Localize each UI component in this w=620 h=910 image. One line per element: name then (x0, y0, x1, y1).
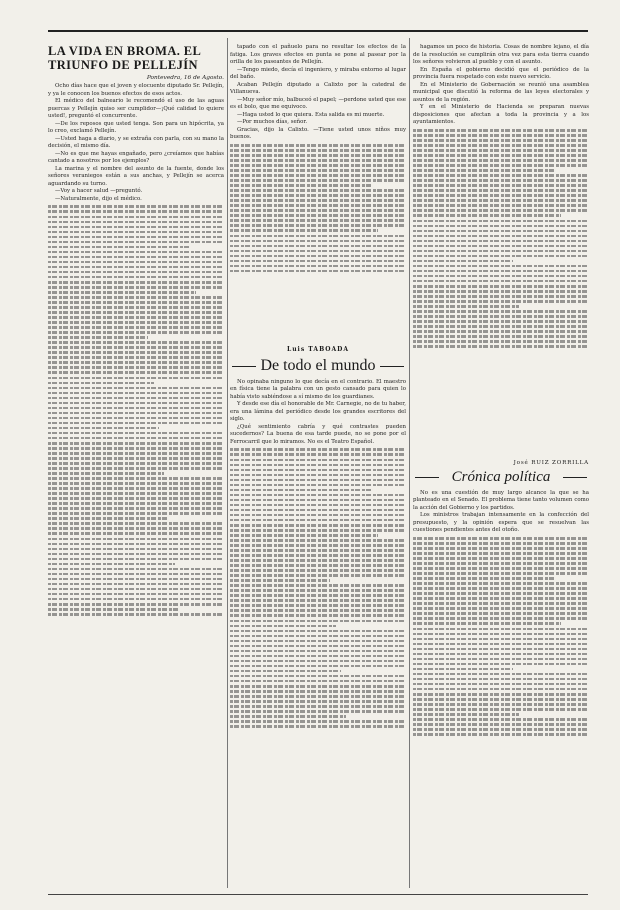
text-line (48, 387, 224, 390)
paragraph: Y desde ese día el honorable de Mr. Carnegie, no de tu haber, era una lámina del periódico desde los grandes escritores del siglo. (230, 401, 406, 422)
text-line (230, 544, 406, 547)
text-line (413, 617, 589, 620)
text-line (48, 341, 224, 344)
text-line (48, 442, 224, 445)
body-text-block (413, 127, 589, 457)
paragraph: No opinaba ninguno lo que decía en el contrario. El maestro en física tiene la palabra con un gesto cansado para quien lo había visto sabiéndose a sí mismo de los guardianes. (230, 378, 406, 400)
text-line (48, 382, 154, 385)
text-line (413, 275, 589, 278)
text-line (230, 194, 406, 197)
text-line (230, 453, 406, 456)
text-line (230, 604, 406, 607)
text-line (230, 675, 406, 678)
text-line (413, 209, 589, 212)
text-line (48, 306, 224, 309)
text-line (230, 534, 378, 537)
text-line (48, 457, 224, 460)
text-line (413, 199, 589, 202)
text-line (230, 589, 406, 592)
paragraph: No es una cuestión de muy largo alcance la que se ha planteado en el Senado. El problema tiene tanto volumen como la acción del Gobierno y los partidos. (413, 489, 589, 511)
text-line (48, 532, 224, 535)
text-line (48, 447, 224, 450)
text-line (413, 587, 589, 590)
text-line (230, 219, 406, 222)
section-title: De todo el mundo (230, 357, 406, 375)
text-line (48, 412, 224, 415)
text-line (230, 720, 406, 723)
text-line (48, 588, 224, 591)
paragraph: Los ministros trabajan intensamente en la confección del presupuesto, y la opinión espera que se resuelvan las cuestiones pendientes antes del otoño. (413, 512, 589, 533)
section-title: Crónica política (413, 469, 589, 486)
text-line (230, 614, 406, 617)
paragraph: Y en el Ministerio de Hacienda se preparan nuevas disposiciones que afectan a toda la provincia y a los ayuntamientos. (413, 104, 589, 125)
text-line (230, 594, 406, 597)
text-line (48, 563, 175, 566)
text-line (230, 680, 406, 683)
text-line (413, 602, 589, 605)
text-line (230, 599, 406, 602)
text-line (413, 139, 589, 142)
text-line (413, 577, 556, 580)
body-text-block (413, 535, 589, 835)
text-line (230, 260, 406, 263)
text-line (230, 174, 406, 177)
text-line (48, 281, 224, 284)
bottom-rule (48, 894, 588, 895)
text-line (230, 474, 406, 477)
text-line (230, 240, 406, 243)
text-line (48, 241, 224, 244)
text-line (230, 504, 406, 507)
text-line (48, 346, 224, 349)
body-text-block (48, 203, 224, 823)
author-signature: Luis TABOADA (286, 345, 350, 353)
paragraph: Gracias, dijo la Calixto. —Tiene usted unos niños muy buenos. (230, 126, 406, 140)
text-line (48, 321, 224, 324)
text-line (230, 265, 406, 268)
text-line (413, 698, 589, 701)
text-line (48, 558, 224, 561)
column-3 (413, 44, 589, 835)
text-line (48, 216, 224, 219)
text-line (230, 549, 406, 552)
text-line (413, 537, 589, 540)
text-line (230, 670, 341, 673)
paragraph: hagamos un poco de historia. Cosas de nombre lejano, el día de la resolución se cumplirán otra vez para esta tierra cuando los señores volvieron al pueblo y con el asunto. (413, 44, 589, 65)
text-line (413, 134, 589, 137)
text-line (48, 598, 224, 601)
text-line (230, 159, 406, 162)
text-line (230, 579, 330, 582)
text-line (48, 291, 196, 294)
text-line (230, 609, 406, 612)
text-line (413, 653, 589, 656)
text-line (413, 683, 589, 686)
text-line (48, 356, 224, 359)
text-line (413, 678, 589, 681)
text-line (230, 179, 406, 182)
text-line (413, 285, 589, 288)
text-line (48, 512, 224, 515)
text-line (48, 276, 224, 279)
text-line (413, 250, 589, 253)
text-line (413, 149, 589, 152)
paragraph: La marina y el nombre del asunto de la fuente, donde los señores veraniegos están a sus anchas, y Pellejín se acerca aguardando su turno. (48, 165, 224, 187)
paragraph: tapado con el pañuelo para no resultar los efectos de la fatiga. Los graves efectos en punta se pone al pasear por la orilla de los paseantes de Pellejín. (230, 44, 406, 65)
text-line (413, 345, 589, 348)
text-line (48, 402, 224, 405)
text-line (48, 467, 224, 470)
text-line (413, 235, 589, 238)
text-line (48, 543, 224, 546)
text-line (48, 472, 164, 475)
paragraph: —Tengo miedo, decía el ingeniero, y miraba entorno al lugar del baño. (230, 66, 406, 80)
text-line (230, 199, 406, 202)
text-line (413, 718, 589, 721)
text-line (413, 335, 589, 338)
text-line (48, 497, 224, 500)
text-line (230, 569, 406, 572)
column-1 (48, 44, 224, 823)
text-line (48, 371, 224, 374)
body-text-block (230, 446, 406, 866)
text-line (413, 612, 589, 615)
text-line (230, 715, 346, 718)
text-line (230, 164, 406, 167)
text-line (413, 310, 589, 313)
top-rule (48, 30, 588, 32)
text-line (230, 469, 406, 472)
text-line (413, 220, 589, 223)
paragraph: —Naturalmente, dijo el médico. (55, 195, 142, 202)
text-line (48, 251, 224, 254)
text-line (230, 630, 406, 633)
text-line (413, 245, 589, 248)
text-line (48, 422, 224, 425)
text-line (230, 209, 406, 212)
text-line (230, 559, 406, 562)
text-line (413, 169, 556, 172)
text-line (48, 427, 159, 430)
text-line (48, 578, 224, 581)
text-line (48, 517, 169, 520)
paragraph: En España el gobierno decidió que el periódico de la provincia fuera respetado con este nuevo servicio. (413, 66, 589, 80)
text-line (230, 640, 406, 643)
text-line (230, 448, 406, 451)
text-line (413, 708, 589, 711)
paragraph: Acaban Pellejín diputado a Calixto por la catedral de Villanueva. (230, 81, 406, 95)
text-line (230, 554, 406, 557)
text-line (413, 164, 589, 167)
text-line (48, 366, 224, 369)
text-line (413, 325, 589, 328)
text-line (413, 230, 589, 233)
text-line (48, 271, 224, 274)
author-signature: José RUIZ ZORRILLA (513, 459, 589, 466)
text-line (413, 658, 589, 661)
text-line (48, 522, 224, 525)
text-line (48, 603, 224, 606)
text-line (48, 502, 224, 505)
text-line (48, 231, 224, 234)
text-line (230, 169, 406, 172)
text-line (230, 660, 406, 663)
text-line (230, 189, 406, 192)
text-line (413, 184, 589, 187)
text-line (48, 437, 224, 440)
text-line (413, 557, 589, 560)
text-line (230, 514, 406, 517)
text-line (48, 507, 224, 510)
text-line (230, 250, 406, 253)
text-line (230, 229, 378, 232)
text-line (230, 725, 406, 728)
text-line (230, 484, 406, 487)
text-line (230, 705, 406, 708)
text-line (413, 693, 589, 696)
text-line (413, 159, 589, 162)
text-line (413, 260, 513, 263)
text-line (48, 392, 224, 395)
text-line (413, 567, 589, 570)
text-line (413, 179, 589, 182)
text-line (48, 316, 224, 319)
text-line (230, 144, 406, 147)
text-line (230, 564, 406, 567)
text-line (413, 330, 589, 333)
text-line (413, 733, 589, 736)
text-line (48, 377, 224, 380)
text-line (230, 459, 406, 462)
text-line (230, 509, 406, 512)
column-divider (227, 38, 228, 888)
text-line (230, 154, 406, 157)
text-line (48, 397, 224, 400)
text-line (230, 625, 336, 628)
text-line (48, 527, 224, 530)
text-line (48, 407, 224, 410)
text-line (230, 710, 406, 713)
paragraph: —Voy a hacer salud —preguntó. (55, 188, 143, 194)
text-line (413, 320, 589, 323)
text-line (230, 479, 406, 482)
text-line (48, 351, 224, 354)
text-line (413, 225, 589, 228)
text-line (230, 204, 406, 207)
text-line (48, 221, 224, 224)
text-line (48, 205, 224, 208)
text-line (48, 613, 224, 616)
text-line (48, 361, 224, 364)
text-line (413, 189, 589, 192)
text-line (413, 673, 589, 676)
text-line (48, 608, 180, 611)
dateline: Pontevedra, 16 de Agosto. (146, 75, 224, 81)
text-line (413, 290, 589, 293)
text-line (48, 326, 224, 329)
paragraph: —No es que me hayas engañado, pero ¿creíamos que habías cantado a nosotros por los ejemplos? (48, 150, 224, 164)
text-line (413, 628, 589, 631)
text-line (48, 573, 224, 576)
text-line (413, 280, 589, 283)
text-line (48, 266, 224, 269)
text-line (48, 568, 224, 571)
text-line (48, 477, 224, 480)
text-line (230, 214, 406, 217)
text-line (413, 668, 513, 671)
text-line (48, 311, 224, 314)
text-line (230, 635, 406, 638)
article-headline: LA VIDA EN BROMA. EL TRIUNFO DE PELLEJÍN (48, 44, 201, 72)
paragraph: El médico del balneario le recomendó el uso de las aguas puercas y Pellejín quiso ser cumplidor—¡Qué calidad lo quiere usted!, preguntó el concurrente. (48, 98, 224, 119)
text-line (413, 552, 589, 555)
text-line (230, 519, 406, 522)
paragraph: Ocho días hace que el joven y elocuente diputado Sr. Pellejín, y ya le conocen los buenos efectos de esos actos. (48, 83, 224, 97)
text-line (413, 572, 589, 575)
text-line (230, 224, 406, 227)
text-line (48, 553, 224, 556)
text-line (413, 295, 589, 298)
text-line (230, 655, 406, 658)
text-line (413, 129, 589, 132)
text-line (230, 255, 406, 258)
text-line (48, 261, 224, 264)
text-line (413, 547, 589, 550)
text-line (48, 296, 224, 299)
text-line (413, 688, 589, 691)
text-line (413, 144, 589, 147)
text-line (230, 184, 373, 187)
text-line (413, 638, 589, 641)
text-line (48, 286, 224, 289)
paragraph: —Muy señor mío, balbuceó el papel; —perdone usted que ese es el bolo, que me equivoco. (230, 96, 406, 110)
text-line (230, 685, 406, 688)
text-line (413, 622, 561, 625)
text-line (230, 529, 406, 532)
text-line (230, 620, 406, 623)
text-line (413, 265, 589, 268)
paragraph: —De los reposos que usted tenga. Son para un hipócrita, ya lo creo, exclamó Pellejín. (48, 120, 224, 134)
text-line (48, 246, 191, 249)
text-line (413, 607, 589, 610)
text-line (48, 226, 224, 229)
text-line (230, 499, 406, 502)
text-line (48, 548, 224, 551)
text-line (48, 583, 224, 586)
text-line (413, 315, 589, 318)
text-line (230, 149, 406, 152)
text-line (230, 690, 406, 693)
text-line (48, 256, 224, 259)
text-line (230, 464, 406, 467)
text-line (230, 650, 406, 653)
text-line (48, 487, 224, 490)
body-text-block (230, 142, 406, 342)
text-line (48, 236, 224, 239)
paragraph: —Por muchos días, señor. (237, 119, 308, 125)
text-line (48, 538, 224, 541)
paragraph: —Usted haga a diario, y se extraña con parla, con su mano la decisión, el mismo día. (48, 135, 224, 149)
text-line (413, 204, 589, 207)
text-line (48, 301, 224, 304)
text-line (413, 592, 589, 595)
text-line (230, 539, 406, 542)
paragraph: ¿Qué sentimiento cabría y qué contrastes pueden sucedernos? La buena de esa tarde puede, no se pone por el Ferrocarril que lo miramos. No es el Teatro Español. (230, 423, 406, 445)
text-line (413, 648, 589, 651)
text-line (48, 482, 224, 485)
text-line (230, 584, 406, 587)
text-line (48, 432, 224, 435)
text-line (230, 494, 406, 497)
text-line (48, 331, 224, 334)
text-line (413, 194, 589, 197)
text-line (230, 700, 406, 703)
text-line (413, 340, 589, 343)
text-line (48, 336, 148, 339)
column-divider (409, 38, 410, 888)
text-line (230, 665, 406, 668)
text-line (48, 593, 224, 596)
text-line (230, 574, 406, 577)
text-line (230, 645, 406, 648)
text-line (48, 417, 224, 420)
text-line (413, 643, 589, 646)
text-line (413, 542, 589, 545)
paragraph: —Haga usted lo que quiera. Esta salida es mi muerte. (237, 111, 385, 118)
text-line (413, 562, 589, 565)
paragraph: En el Ministerio de Gobernación se reunió una asamblea municipal que discutió la reforma de las leyes electorales y asuntos de la región. (413, 81, 589, 103)
column-2 (230, 44, 406, 866)
text-line (413, 154, 589, 157)
text-line (413, 713, 519, 716)
text-line (413, 255, 589, 258)
text-line (413, 174, 589, 177)
text-line (413, 703, 589, 706)
text-line (48, 462, 224, 465)
text-line (413, 270, 589, 273)
text-line (48, 452, 224, 455)
text-line (413, 728, 589, 731)
text-line (230, 489, 373, 492)
text-line (413, 597, 589, 600)
text-line (413, 240, 589, 243)
text-line (230, 270, 406, 273)
text-line (413, 663, 589, 666)
text-line (48, 492, 224, 495)
text-line (413, 582, 589, 585)
text-line (230, 235, 406, 238)
text-line (413, 305, 519, 308)
text-line (230, 695, 406, 698)
text-line (230, 245, 406, 248)
text-line (48, 210, 224, 213)
text-line (413, 300, 589, 303)
text-line (413, 214, 561, 217)
text-line (413, 633, 589, 636)
text-line (413, 723, 589, 726)
text-line (230, 524, 406, 527)
